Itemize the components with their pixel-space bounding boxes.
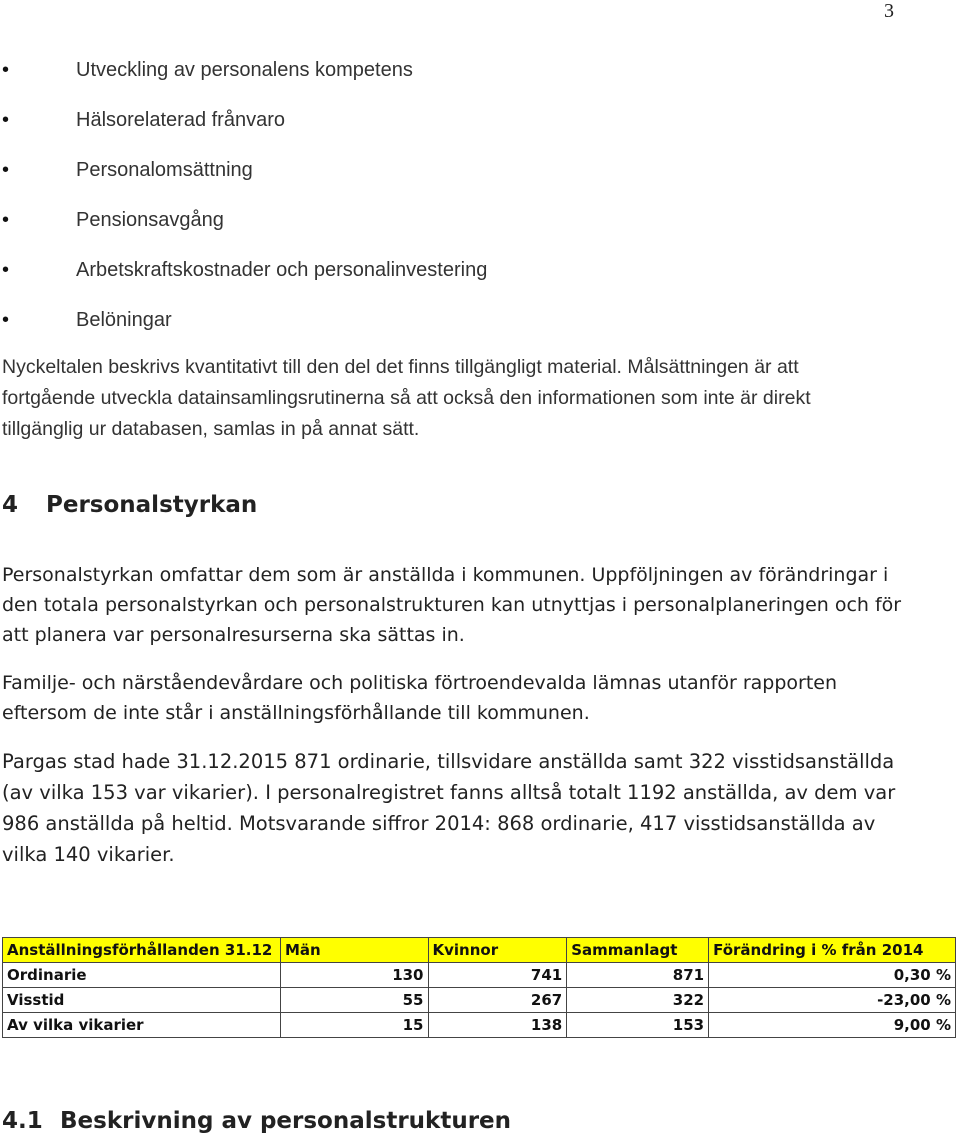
bullet-icon: • xyxy=(2,109,10,131)
section-paragraph-figures: Pargas stad hade 31.12.2015 871 ordinarie, tillsvidare anställda samt 322 visstidsanställda (av vilka 153 var vikarier). I personalregistret fanns alltså totalt 1192 anställda, av dem var 986 anställda på heltid. Motsvarande siffror 2014: 868 ordinarie, 417 visstidsanställda av vilka 140 vikarier. xyxy=(2,750,896,866)
table-row xyxy=(3,1013,956,1038)
table-header-cell: Kvinnor xyxy=(428,938,567,963)
table-cell: 871 xyxy=(567,963,709,988)
list-item-text: Belöningar xyxy=(76,309,172,331)
table-header-cell: Män xyxy=(280,938,428,963)
table-header-cell: Sammanlagt xyxy=(567,938,709,963)
list-item-text: Utveckling av personalens kompetens xyxy=(76,59,413,81)
bullet-icon: • xyxy=(2,309,10,331)
table-cell-label: Ordinarie xyxy=(3,963,281,988)
table-cell: 0,30 % xyxy=(709,963,956,988)
table-cell-label: Visstid xyxy=(3,988,281,1013)
list-item-text: Pensionsavgång xyxy=(76,209,224,231)
page-number: 3 xyxy=(884,0,894,22)
subsection-number: 4.1 xyxy=(2,1108,43,1134)
table-header-cell: Förändring i % från 2014 xyxy=(709,938,956,963)
section-heading xyxy=(2,492,257,518)
section-number: 4 xyxy=(2,492,19,518)
section-paragraph-scope: Personalstyrkan omfattar dem som är anställda i kommunen. Uppföljningen av förändringar i den totala personalstyrkan och personalstrukturen kan utnyttjas i personalplaneringen och för att planera var personalresurserna ska sättas in. xyxy=(2,564,902,646)
table-cell: 130 xyxy=(280,963,428,988)
bullet-icon: • xyxy=(2,59,10,81)
bullet-icon: • xyxy=(2,259,10,281)
table-header-cell: Anställningsförhållanden 31.12 xyxy=(3,938,281,963)
intro-paragraph: Nyckeltalen beskrivs kvantitativt till den del det finns tillgängligt material. Målsättningen är att fortgående utveckla datainsamlingsrutinerna så att också den informationen som inte är direkt tillgänglig ur databasen, samlas in på annat sätt. xyxy=(2,356,811,440)
subsection-title: Beskrivning av personalstrukturen xyxy=(60,1108,512,1134)
table-cell: 138 xyxy=(428,1013,567,1038)
section-paragraph-exclusions: Familje- och närståendevårdare och politiska förtroendevalda lämnas utanför rapporten eftersom de inte står i anställningsförhållande till kommunen. xyxy=(2,672,838,724)
bullet-icon: • xyxy=(2,159,10,181)
table-cell: 15 xyxy=(280,1013,428,1038)
list-item-text: Hälsorelaterad frånvaro xyxy=(76,109,285,131)
subsection-heading xyxy=(2,1108,511,1134)
employment-table xyxy=(2,937,956,1038)
section-title: Personalstyrkan xyxy=(46,492,258,518)
table-header-row xyxy=(3,938,956,963)
table-cell: 55 xyxy=(280,988,428,1013)
table-cell: 9,00 % xyxy=(709,1013,956,1038)
table-cell: 267 xyxy=(428,988,567,1013)
table-cell: 741 xyxy=(428,963,567,988)
bullet-icon: • xyxy=(2,209,10,231)
table-cell: 153 xyxy=(567,1013,709,1038)
table-row xyxy=(3,963,956,988)
table-cell: 322 xyxy=(567,988,709,1013)
list-item-text: Personalomsättning xyxy=(76,159,253,181)
table-row xyxy=(3,988,956,1013)
list-item-text: Arbetskraftskostnader och personalinvestering xyxy=(76,259,488,281)
table-cell-label: Av vilka vikarier xyxy=(3,1013,281,1038)
table-cell: -23,00 % xyxy=(709,988,956,1013)
